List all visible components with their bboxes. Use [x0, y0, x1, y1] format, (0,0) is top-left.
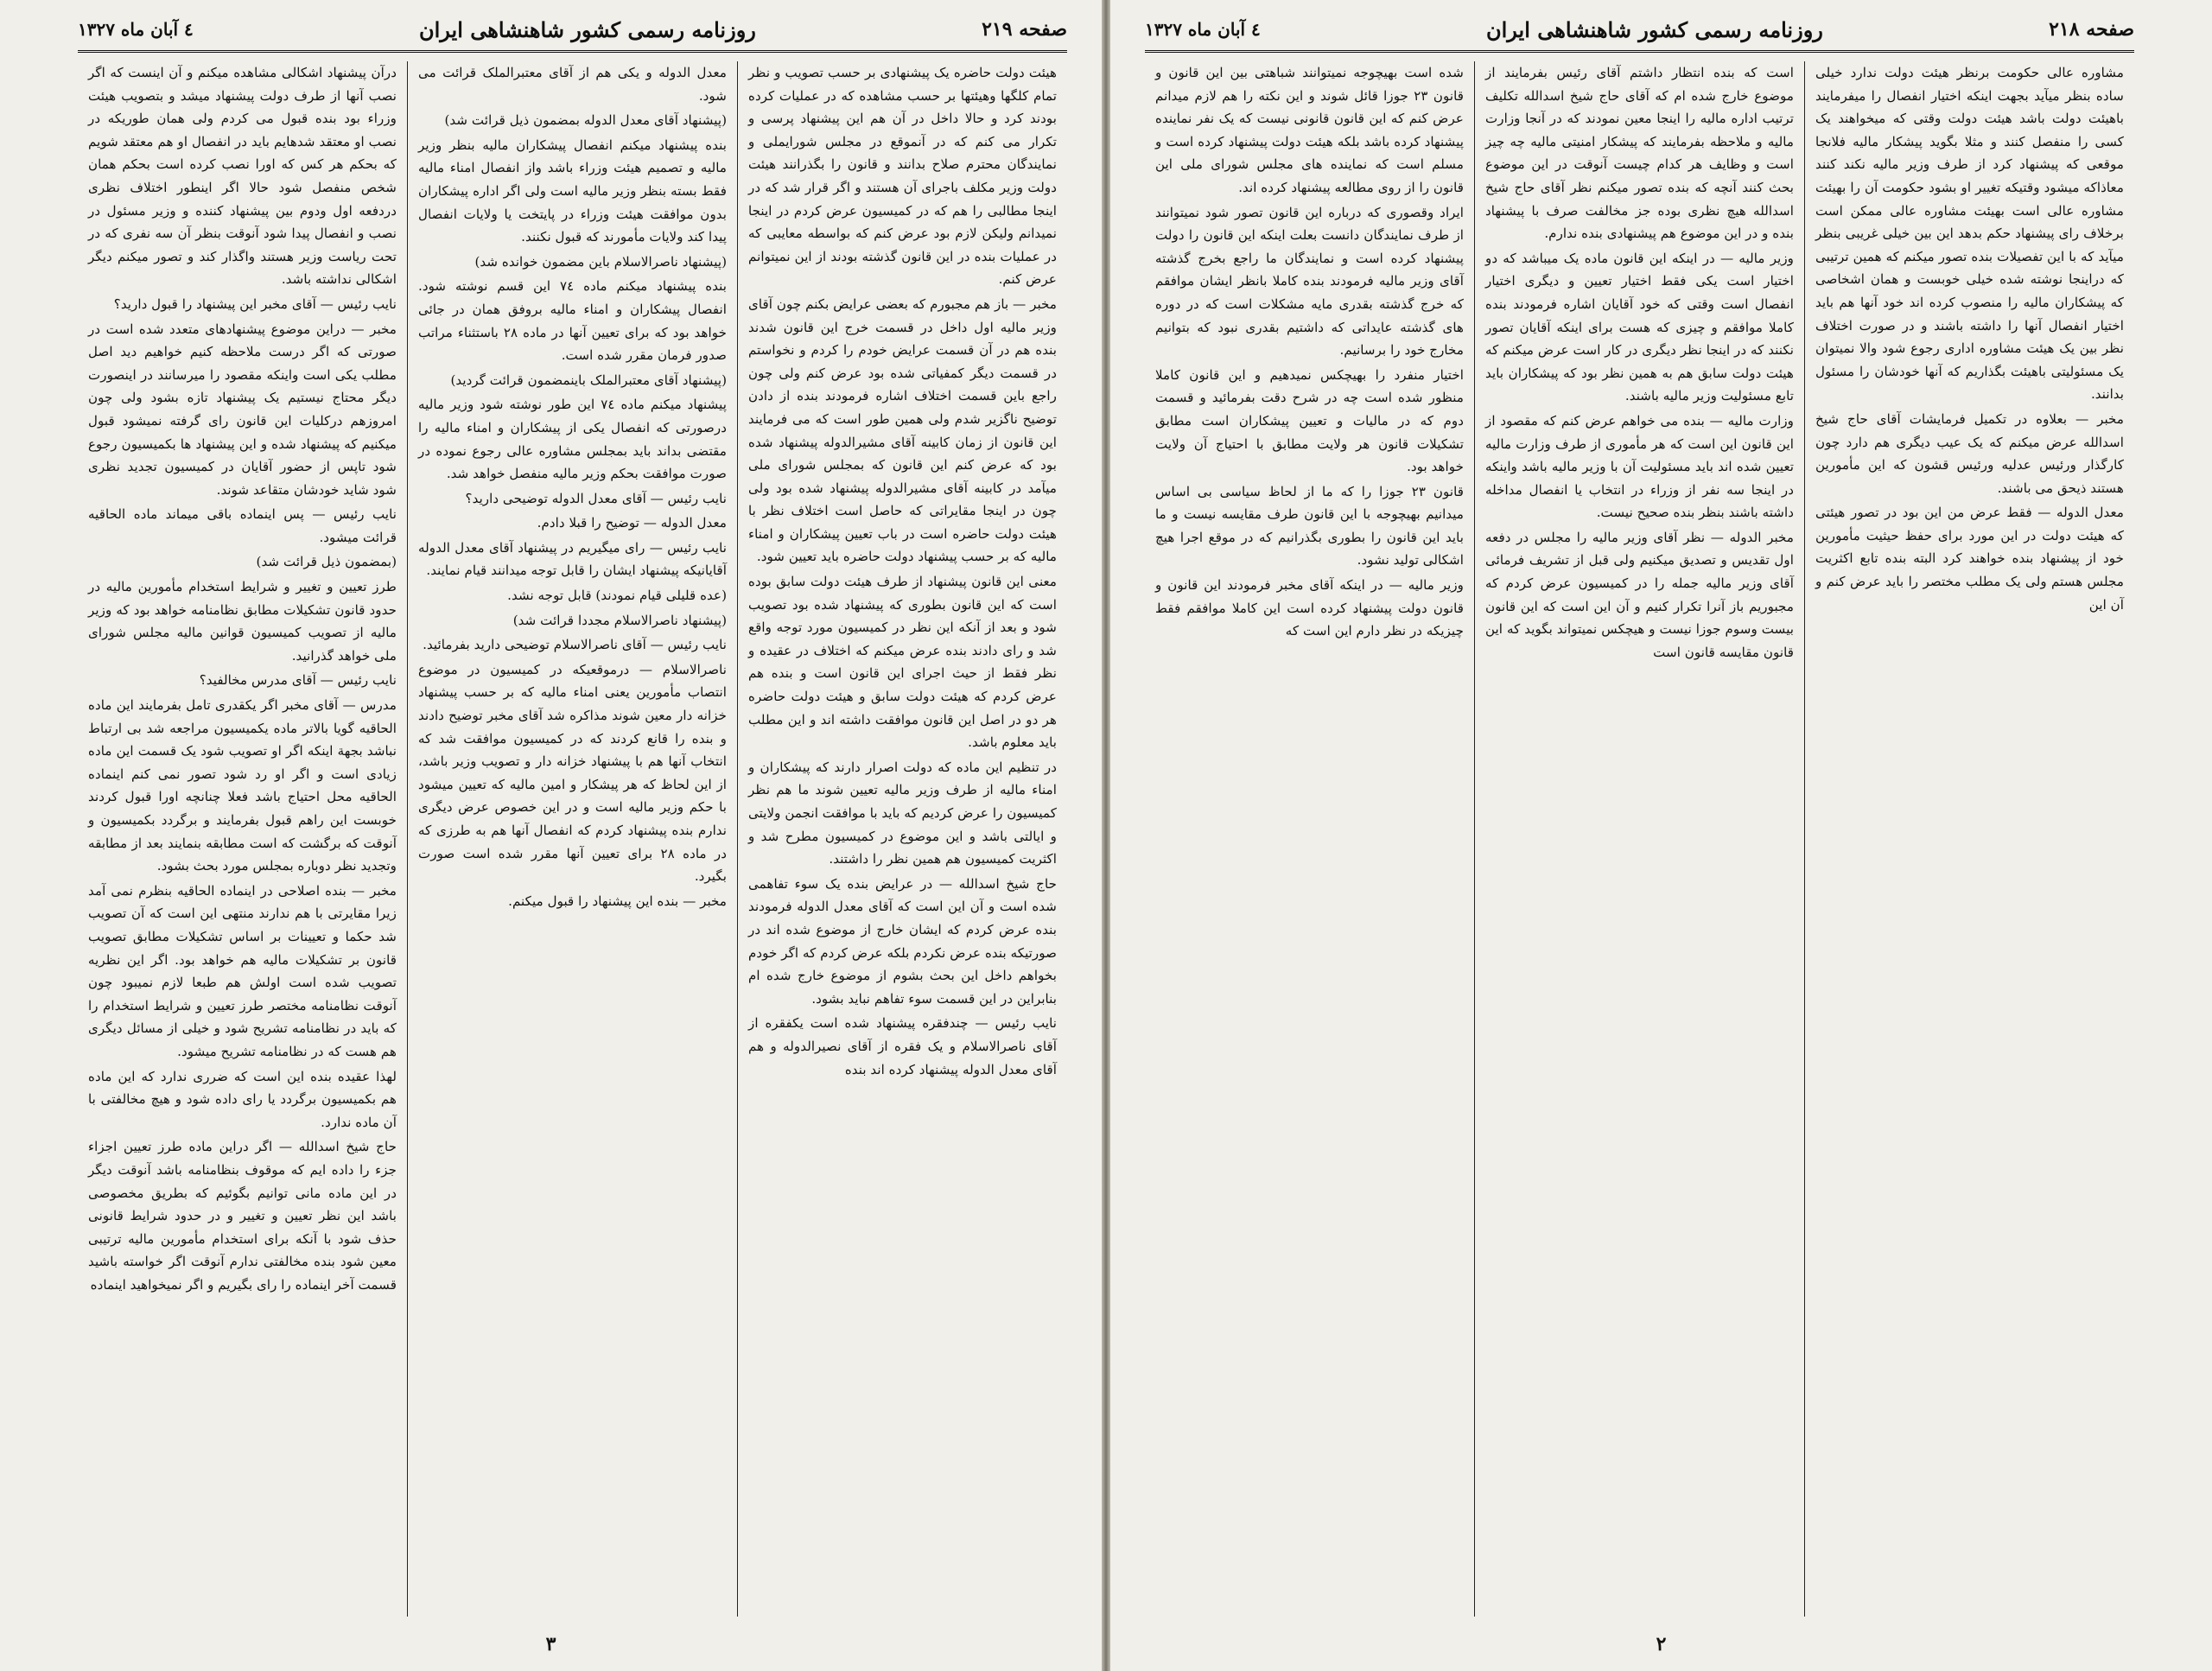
- paragraph: مخبر — بعلاوه در تکمیل فرمایشات آقای حاج شیخ اسدالله عرض میکنم که یک عیب دیگری هم دارد چون کارگذار ورئیس عدلیه ورئیس قشون که این مأمورین هستند ذیحق می باشند.: [1815, 410, 2124, 496]
- paragraph: نایب رئیس — رای میگیریم در پیشنهاد آقای معدل الدوله آقایانیکه پیشنهاد ایشان را قابل توجه میدانند قیام نمایند.: [418, 539, 727, 579]
- left-masthead: [78, 9, 1067, 53]
- right-date: ٤ آبان ماه ١٣٢٧: [1145, 19, 1261, 40]
- left-column-3: [78, 61, 408, 1617]
- paragraph: بنده پیشنهاد میکنم انفصال پیشکاران مالیه بنظر وزیر مالیه و تصمیم هیئت وزراء باشد واز انفصال امناء مالیه فقط بسته بنظر وزیر مالیه است ولی اگر اداره پیشکاران بدون موافقت هیئت وزراء در پایتخت یا ولایات انفصال پیدا کند ولایات مأمورند که قبول نکنند.: [418, 137, 727, 245]
- paragraph: معدل الدوله — فقط عرض من این بود در تصور هیئتی که هیئت دولت در این مورد برای حفظ حیثیت مأمورین خود از پیشنهاد بنده خواهند کرد البته بنده تابع اکثریت مجلس هستم ولی یک مطلب مختصر را باید عرض کنم و آن این: [1815, 505, 2124, 613]
- paragraph: نایب رئیس — آقای معدل الدوله توضیحی دارید؟: [465, 490, 727, 506]
- paragraph: معنی این قانون پیشنهاد از طرف هیئت دولت سابق بوده است که این قانون بطوری که پیشنهاد شده بود تصویب شود و بعد از آنکه این نظر در کمیسیون مورد توجه واقع شد و رای دادند بنده عرض میکنم که اختلاف در عقیده و نظر فقط از حیث اجرای این قانون است و بنده هم عرض کردم که هیئت دولت سابق و هیئت دولت حاضره هر دو در اصل این قانون موافقت داشته اند و این مطلب باید معلوم باشد.: [748, 574, 1057, 751]
- paragraph: است که بنده انتظار داشتم آقای رئیس بفرمایند از موضوع خارج شده ام که آقای حاج شیخ اسدالله تکلیف ترتیب اداره مالیه را اینجا معین نمودند که در آنجا وزارت مالیه و ملاحظه بفرمایند که پیشکار امنیتی مالیه چه چیز است و وظایف هر کدام چیست آنوقت در این موضوع بحث کنند آنچه که بنده تصور میکنم نظر آقای حاج شیخ اسدالله هیچ نظری بوده جز مخالفت صرف با پیشنهاد بنده و در این موضوع هم پیشنهادی بنده ندارم.: [1485, 65, 1794, 242]
- paragraph: قانون ۲۳ جوزا را که ما از لحاظ سیاسی بی اساس میدانیم بهیچوجه با این قانون طرف مقایسه نیست و ما باید این قانون را بطوری بگذرانیم که در موقع اجرا هیچ اشکالی تولید نشود.: [1155, 483, 1464, 569]
- right-masthead: [1145, 9, 2134, 53]
- right-folio: ۲: [1656, 1633, 1667, 1655]
- right-page-number: صفحه ۲۱۸: [2049, 18, 2134, 41]
- paragraph: نایب رئیس — آقای مخبر این پیشنهاد را قبول دارید؟: [113, 295, 397, 312]
- right-columns: [1145, 61, 2134, 1617]
- left-page-number: صفحه ۲۱۹: [982, 18, 1067, 41]
- paragraph: (پیشنهاد آقای معدل الدوله بمضمون ذیل قرائت شد): [444, 112, 727, 129]
- paragraph: پیشنهاد میکنم ماده ۷٤ این طور نوشته شود وزیر مالیه درصورتی که انفصال یکی از پیشکاران و امناء مالیه را مقتضی بداند باید بمجلس مشاوره عالی رجوع نموده در صورت موافقت بحکم وزیر مالیه منفصل خواهد شد.: [418, 397, 727, 482]
- paragraph: هیئت دولت حاضره یک پیشنهادی بر حسب تصویب و نظر تمام کلگها وهیئتها بر حسب مشاهده که در عملیات کرده بودند کرد و حالا داخل در آن هم این پیشنهاد پرسی و تکرار می کنم که در آنموقع در مجلس شورایملی و نمایندگان محترم صلاح بدانند و قانون را بگذرانند هیئت دولت وزیر مکلف باجرای آن هستند و اگر قرار شد که در اینجا مطالبی را هم که در کمیسیون عرض کردم در اینجا نمیدانم ولیکن لازم بود عرض کنم که بواسطه معایبی که در عملیات بنده در این قانون گذشته بودند از این نمیتوانم عرض کنم.: [748, 65, 1057, 288]
- left-folio: ۳: [545, 1633, 556, 1655]
- paragraph: نایب رئیس — چندفقره پیشنهاد شده است یکفقره از آقای ناصرالاسلام و یک فقره از آقای نصیرالدوله و هم آقای معدل الدوله پیشنهاد کرده اند بنده: [748, 1015, 1057, 1077]
- paragraph: حاج شیخ اسدالله — در عرایض بنده یک سوء تفاهمی شده است و آن این است که آقای معدل الدوله فرمودند بنده عرض کردم که ایشان خارج از موضوع شده اند در صورتیکه بنده عرض نکردم بلکه عرض کردم که اگر خودم بخواهم داخل این بحث بشوم از موضوع خارج شده ام بنابراین در این قسمت سوء تفاهم نباید بشود.: [748, 875, 1057, 1007]
- paragraph: وزارت مالیه — بنده می خواهم عرض کنم که مقصود از این قانون این است که هر مأموری از طرف وزارت مالیه تعیین شده اند باید مسئولیت آن با وزیر مالیه باشد واینکه در اینجا سه نفر از وزراء در انتخاب یا انفصال مداخله داشته باشند بنظر بنده صحیح نیست.: [1485, 412, 1794, 521]
- paragraph: مخبر — بنده اصلاحی در اینماده الحاقیه بنظرم نمی آمد زیرا مقایرتی با هم ندارند منتهی این است که آن تصویب شد حکما و تعیینات بر اساس تشکیلات مطابق تصویب قانون بر تشکیلات مالیه هم خواهد بود. اگر این نظریه تصویب شده است اولش هم طبعا لازم نمیبود چون آنوقت نظامنامه مختصر طرز تعیین و شرایط استخدام را که باید در نظامنامه تشریح شود و خیلی از مسائل دیگری هم هست که در نظامنامه تشریح میشود.: [88, 882, 397, 1059]
- paragraph: حاج شیخ اسدالله — اگر دراین ماده طرز تعیین اجزاء جزء را داده ایم که موقوف بنظامنامه باشد آنوقت دیگر در این ماده مانی توانیم بگوئیم که بطریق مخصوصی باشد این نظر تعیین و تغییر و در حدود شرایط قانونی حذف شود با آنکه برای استخدام مأمورین مالیه ترتیبی معین شود بنده مخالفتی ندارم آنوقت اگر خواسته باشید قسمت آخر اینماده را رای بگیریم و اگر نمیخواهید اینماده: [88, 1139, 397, 1293]
- paragraph: وزیر مالیه — در اینکه آقای مخبر فرمودند این قانون و قانون دولت پیشنهاد کرده است این کاملا موافقم فقط چیزیکه در نظر دارم این است که: [1155, 577, 1464, 639]
- paragraph: نایب رئیس — آقای ناصرالاسلام توضیحی دارید بفرمائید.: [423, 637, 727, 653]
- paragraph: مخبر الدوله — نظر آقای وزیر مالیه را مجلس در دفعه اول تقدیس و تصدیق میکنیم ولی قبل از تشریف فرمائی آقای وزیر مالیه جمله را در کمیسیون عرض کردم که مجبوریم باز آنرا تکرار کنیم و آن این است که این قانون بیست وسوم جوزا نیست و هیچکس نمیتواند بگوید که این قانون مقایسه قانون است: [1485, 529, 1794, 660]
- paragraph: (پیشنهاد ناصرالاسلام مجددا قرائت شد): [512, 612, 727, 628]
- paragraph: لهذا عقیده بنده این است که ضرری ندارد که این ماده هم بکمیسیون برگردد یا رای داده شود و هیچ مخالفتی با آن ماده ندارد.: [88, 1068, 397, 1130]
- left-newspaper-title: روزنامه رسمی کشور شاهنشاهی ایران: [418, 16, 756, 42]
- paragraph: مخبر — دراین موضوع پیشنهادهای متعدد شده است در صورتی که اگر درست ملاحظه کنیم خواهیم دید اصل مطلب یکی است واینکه مقصود را میرسانند در اینصورت دیگر محتاج نیستیم یک پیشنهاد تازه بشود ولی چون امروزهم درکلیات این قانون رای گرفته نمیشود قبول میکنیم که پیشنهاد شده و این پیشنهاد ها بکمیسیون رجوع شود تاپس از حضور آقایان در کمیسیون تجدید نظری شود شاید خودشان متقاعد شوند.: [88, 321, 397, 498]
- right-newspaper-title: روزنامه رسمی کشور شاهنشاهی ایران: [1485, 16, 1823, 42]
- paragraph: مخبر — بنده این پیشنهاد را قبول میکنم.: [508, 893, 727, 909]
- paragraph: معدل الدوله — توضیح را قبلا دادم.: [537, 515, 727, 531]
- paragraph: معدل الدوله و یکی هم از آقای معتبرالملک قرائت می شود.: [418, 65, 727, 104]
- paragraph: (عده قلیلی قیام نمودند) قابل توجه نشد.: [507, 588, 727, 604]
- left-column-1: [738, 61, 1067, 1617]
- left-page: [0, 0, 1102, 1671]
- left-column-2: [408, 61, 738, 1617]
- paragraph: (بمضمون ذیل قرائت شد): [256, 554, 397, 570]
- paragraph: بنده پیشنهاد میکنم ماده ۷٤ این قسم نوشته شود. انفصال پیشکاران و امناء مالیه بروفق همان در جائی خواهد بود که برای تعیین آنها در ماده ۲۸ باستثناء مراتب صدور فرمان مقرر شده است.: [418, 278, 727, 364]
- paragraph: در تنظیم این ماده که دولت اصرار دارند که پیشکاران و امناء مالیه از طرف وزیر مالیه تعیین شوند ما هم نظر کمیسیون را عرض کردیم که باید با موافقت انجمن ولایتی و ایالتی باشد و این موضوع در کمیسیون مطرح شد و اکثریت کمیسیون هم همین نظر را داشتند.: [748, 759, 1057, 867]
- left-date: ٤ آبان ماه ١٣٢٧: [78, 19, 194, 40]
- paragraph: مخبر — باز هم مجبورم که بعضی عرایض بکنم چون آقای وزیر مالیه اول داخل در قسمت خرج این قانون شدند بنده هم در آن قسمت عرایض خودم را کردم و نخواستم در قسمت دیگر کمفیاتی شده بود عرض کنم ولی چون راجع باین قسمت اختلاف اشاره فرمودند بنده از دادن توضیح ناگزیر شدم ولی همین طور است که می فرمایند این قانون از زمان کابینه آقای مشیرالدوله پیشنهاد شده بود که عرض کنم این قانون که بمجلس شورای ملی میآمد در کابینه آقای مشیرالدوله پیشنهاد شده بود ولی چون در اینجا مقایراتی که حاصل است اختلاف نظر با هیئت دولت حاضره است در باب تعیین پیشکاران و امناء مالیه که بر حسب پیشنهاد دولت حاضره باید تعیین شود.: [748, 295, 1057, 565]
- paragraph: ایراد وقصوری که درباره این قانون تصور شود نمیتوانند از طرف نمایندگان دانست بعلت اینکه این قانون را دولت پیشنهاد کرده است و نمایندگان ما راجع بخرج گذشته آقای وزیر مالیه فرمودند بنده کاملا بانظر ایشان موافقم که خرج گذشته بقدری مایه مشکلات است که در دوره های گذشته عایداتی که داشتیم بقدری نبود که بتوانیم مخارج خود را برسانیم.: [1155, 204, 1464, 359]
- paragraph: نایب رئیس — پس اینماده باقی میماند ماده الحاقیه قرائت میشود.: [88, 506, 397, 545]
- paragraph: نایب رئیس — آقای مدرس مخالفید؟: [199, 672, 397, 689]
- paragraph: طرز تعیین و تغییر و شرایط استخدام مأمورین مالیه در حدود قانون تشکیلات مطابق نظامنامه خواهد بود که وزیر مالیه از تصویب کمیسیون قوانین مالیه مجلس شورای ملی خواهد گذرانید.: [88, 579, 397, 664]
- paragraph: درآن پیشنهاد اشکالی مشاهده میکنم و آن اینست که اگر نصب آنها از طرف دولت پیشنهاد میشد و بتصویب هیئت وزراء بود بنده قبول می کردم ولی همان طوریکه در نصب او معتقد شدهایم باید در انفصال او هم معتقد شویم که بحکم هر کس که اورا نصب کرده است بحکم همان شخص منفصل شود حالا اگر اینطور اختلاف نظری دردفعه اول ودوم بین پیشنهاد کننده و وزیر مسئول در نصب و انفصال پیدا شود آنوقت بنظر آن سه نفری که در تحت ریاست وزیر هستند واگذار کند و تصور میکنم دیگر اشکالی نداشته باشد.: [88, 65, 397, 288]
- paragraph: شده است بهیچوجه نمیتوانند شباهتی بین این قانون و قانون ۲۳ جوزا قائل شوند و این نکته را هم لازم میدانم عرض کنم که این قانون قانونی نیست که یک نفر نماینده پیشنهاد کرده باشد بلکه هیئت دولت پیشنهاد کرده است و مسلم است که نماینده های مجلس شورای ملی این قانون را از روی مطالعه پیشنهاد کرده اند.: [1155, 65, 1464, 195]
- paragraph: وزیر مالیه — در اینکه این قانون ماده یک میباشد که دو اختیار است یکی فقط اختیار تعیین و دیگری اختیار انفصال است وقتی که خود آقایان اشاره فرمودند بنده کاملا موافقم و چیزی که هست برای اینکه آقایان تصور نکنند که در اینجا نظر دیگری در کار است عرض میکنم که هیئت دولت سابق هم به همین نظر بود که پیشکاران باید تابع مسئولیت وزیر مالیه باشند.: [1485, 250, 1794, 404]
- left-columns: [78, 61, 1067, 1617]
- paragraph: اختیار منفرد را بهیچکس نمیدهیم و این قانون کاملا منظور شده است چه در شرح دقت بفرمائید و قسمت دوم که در مالیات و تعیین پیشکاران است مطابق تشکیلات قانون هر ولایت مطابق با احتیاج آن ولایت خواهد بود.: [1155, 366, 1464, 475]
- right-column-3: [1145, 61, 1475, 1617]
- paragraph: (پیشنهاد ناصرالاسلام باین مضمون خوانده شد): [474, 253, 727, 270]
- right-column-1: [1805, 61, 2134, 1617]
- paragraph: مدرس — آقای مخبر اگر یکقدری تامل بفرمایند این ماده الحاقیه گویا بالاتر ماده یکمیسیون مراجعه شد بی ارتباط نباشد بجهة اینکه اگر او تصویب شود یک قسمت این ماده زیادی است و اگر او رد شود تصور نمی کنم اینماده الحاقیه محل احتیاج باشد فعلا چنانچه اورا قبول کردند خوبست این راهم قبول بفرمایند و برگردد بکمیسیون و آنوقت که برگشت که است مطابقه بنمایند بعد از مطابقه وتجدید نظر دوباره بمجلس مورد بحث بشود.: [88, 697, 397, 874]
- paragraph: مشاوره عالی حکومت برنظر هیئت دولت ندارد خیلی ساده بنظر میآید بجهت اینکه اختیار انفصال را میفرمایند باهیئت دولت باشد هیئت دولت وقتی که میخواهند یک کسی را منفصل کنند و مثلا بگوید پیشکار مالیه فلانجا موقعی که پیشنهاد کرد از طرف وزیر مالیه نکند کنند معاذاکه میشود وقتیکه تغییر او بشود حکومت آن را بهیئت مشاوره عالی است بهیئت مشاوره عالی ممکن است برخلاف رای پیشنهاد حکم بدهد این بین خیلی غریبی بنظر میآید که با این تفصیلات بنده تصور میکنم که همین ترتیبی که دراینجا نوشته شده خیلی خوبست و همان اشخاصی که پیشکاران مالیه را منصوب کرده اند خود آنها هم باید اختیار انفصال آنها را داشته باشند و در صورت اختلاف نظر بین یک هیئت مشاوره اداری رجوع شود والا نمیتوان یک مسئولیتی باهیئت بگذاریم که آنها خودشان را مسئول بدانند.: [1815, 65, 2124, 403]
- right-page: [1110, 0, 2212, 1671]
- book-gutter: [1102, 0, 1110, 1671]
- paragraph: (پیشنهاد آقای معتبرالملک باینمضمون قرائت گردید): [450, 372, 727, 388]
- paragraph: ناصرالاسلام — درموقعیکه در کمیسیون در موضوع انتصاب مأمورین یعنی امناء مالیه که بر حسب پیشنهاد خزانه دار معین شوند مذاکره شد آقای مخبر توضیح دادند و بنده را قانع کردند که در کمیسیون موافقت شد که انتخاب آنها هم با پیشنهاد خزانه دار و تصویب وزیر باشد، از این لحاظ که هر پیشکار و امین مالیه که تعیین میشود با حکم وزیر مالیه است و در این خصوص عرض دیگری ندارم بنده پیشنهاد کردم که انفصال آنها هم به طرزی که در ماده ۲۸ برای تعیین آنها مقرر شده است صورت بگیرد.: [418, 661, 727, 885]
- right-column-2: [1475, 61, 1805, 1617]
